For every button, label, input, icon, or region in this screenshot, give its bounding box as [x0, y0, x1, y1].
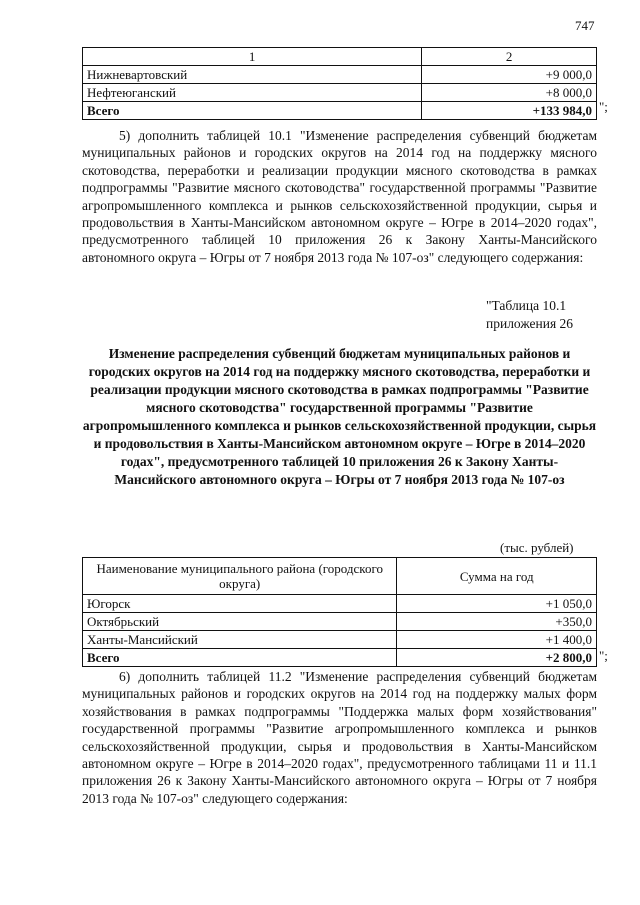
paragraph-5: 5) дополнить таблицей 10.1 "Изменение распределения субвенций бюджетам муниципальных районов и городских округов на 2014 год на поддержку мясного скотоводства, переработки и реализации продукции мясного скотоводства в рамках подпрограммы "Развитие мясного скотоводства" государственной программы "Развитие агропромышленного комплекса и рынков сельскохозяйственной продукции, сырья и продовольствия в Ханты-Мансийском автономном округе – Югре в 2014–2020 годах", предусмотренного таблицей 10 приложения 26 к Закону Ханты-Мансийского автономного округа – Югры от 7 ноября 2013 года № 107-оз" следующего содержания: [82, 128, 597, 265]
amount: +8 000,0 [422, 84, 597, 102]
district-name: Ханты-Мансийский [83, 631, 397, 649]
table-caption: Изменение распределения субвенций бюджетам муниципальных районов и городских округов на 2014 год на поддержку мясного скотоводства, переработки и реализации продукции мясного скотоводства в рамках подпрограммы "Развитие мясного скотоводства" государственной программы "Развитие агропромышленного комплекса и рынков сельскохозяйственной продукции, сырья и продовольствия в Ханты-Мансийском автономном округе – Югре в 2014–2020 годах", предусмотренного таблицей 10 приложения 26 к Закону Ханты-Мансийского автономного округа – Югры от 7 ноября 2013 года № 107-оз [82, 346, 597, 487]
total-label: Всего [83, 102, 422, 120]
table-row [83, 66, 597, 84]
table-header-row [83, 558, 597, 595]
total-amount: +133 984,0 [422, 102, 597, 120]
amount: +1 050,0 [397, 595, 597, 613]
total-amount: +2 800,0 [397, 649, 597, 667]
page-number: 747 [575, 18, 595, 33]
units-label: (тыс. рублей) [500, 540, 574, 555]
table-reference-line-1: "Таблица 10.1 [486, 298, 567, 313]
column-header-2: 2 [422, 48, 597, 66]
table-2 [82, 557, 597, 667]
table-row [83, 613, 597, 631]
table-row [83, 631, 597, 649]
district-name: Югорск [83, 595, 397, 613]
closing-quote: "; [599, 648, 608, 663]
table-header-row [83, 48, 597, 66]
total-row [83, 102, 597, 120]
paragraph-6: 6) дополнить таблицей 11.2 "Изменение распределения субвенций бюджетам муниципальных районов и городских округов на 2014 год на поддержку малых форм хозяйствования в рамках подпрограммы "Поддержка малых форм хозяйствования" государственной программы "Развитие агропромышленного комплекса и рынков сельскохозяйственной продукции, сырья и продовольствия в Ханты-Мансийском автономном округе – Югре в 2014–2020 годах", предусмотренного таблицами 11 и 11.1 приложения 26 к Закону Ханты-Мансийского автономного округа – Югры от 7 ноября 2013 года № 107-оз" следующего содержания: [82, 669, 597, 806]
total-row [83, 649, 597, 667]
amount: +1 400,0 [397, 631, 597, 649]
table-1 [82, 47, 597, 120]
district-name: Октябрьский [83, 613, 397, 631]
column-header-sum: Сумма на год [397, 558, 597, 595]
closing-quote: "; [599, 99, 608, 114]
district-name: Нижневартовский [83, 66, 422, 84]
total-label: Всего [83, 649, 397, 667]
table-row [83, 595, 597, 613]
amount: +9 000,0 [422, 66, 597, 84]
district-name: Нефтеюганский [83, 84, 422, 102]
column-header-1: 1 [83, 48, 422, 66]
table-reference-line-2: приложения 26 [486, 316, 574, 331]
amount: +350,0 [397, 613, 597, 631]
table-row [83, 84, 597, 102]
column-header-name: Наименование муниципального района (городского округа) [83, 558, 397, 595]
